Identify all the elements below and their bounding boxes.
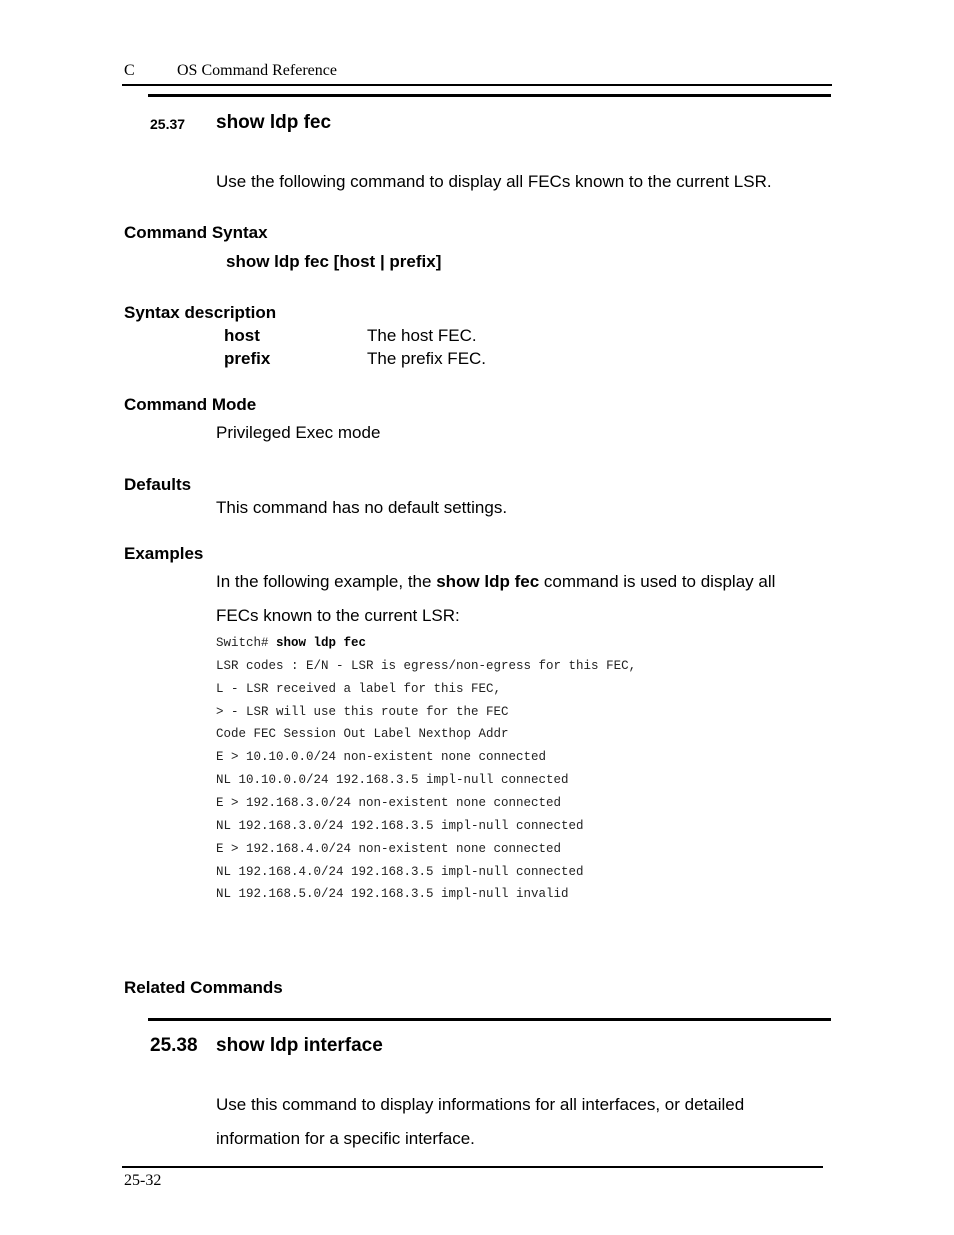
footer-rule (122, 1166, 823, 1168)
example-text-command: show ldp fec (436, 572, 540, 591)
example-text (216, 572, 775, 592)
example-text-post: command is used to display all (539, 572, 776, 591)
param-name: host (224, 326, 260, 345)
param-desc: The prefix FEC. (367, 349, 487, 368)
param-desc: The host FEC. (367, 326, 477, 345)
section-rule-top (148, 94, 831, 97)
code-line: E > 10.10.0.0/24 non-existent none connected (216, 750, 547, 764)
command-syntax-heading: Command Syntax (124, 223, 268, 242)
header-chapter-letter: C (124, 62, 135, 79)
code-prompt-line (216, 636, 366, 650)
section-intro: Use the following command to display all FECs known to the current LSR. (216, 172, 772, 191)
defaults-text: This command has no default settings. (216, 498, 508, 517)
related-commands-heading: Related Commands (124, 978, 283, 997)
code-line: NL 192.168.3.0/24 192.168.3.5 impl-null connected (216, 819, 584, 833)
code-line: E > 192.168.3.0/24 non-existent none connected (216, 796, 562, 810)
param-name: prefix (224, 349, 271, 368)
defaults-heading: Defaults (124, 475, 192, 494)
section-number: 25.38 (150, 1035, 198, 1056)
code-line: LSR codes : E/N - LSR is egress/non-egress for this FEC, (216, 659, 637, 673)
section-intro: Use this command to display informations for all interfaces, or detailed (216, 1095, 745, 1114)
code-command: show ldp fec (276, 636, 367, 650)
command-mode: Privileged Exec mode (216, 423, 381, 442)
code-line: > - LSR will use this route for the FEC (216, 705, 509, 719)
code-line: Code FEC Session Out Label Nexthop Addr (216, 727, 509, 741)
section-title: show ldp interface (216, 1035, 383, 1056)
code-line: E > 192.168.4.0/24 non-existent none connected (216, 842, 562, 856)
code-prompt: Switch# (216, 636, 277, 650)
syntax-description-heading: Syntax description (124, 303, 277, 322)
example-text-pre: In the following example, the (216, 572, 437, 591)
code-line: L - LSR received a label for this FEC, (216, 682, 502, 696)
examples-heading: Examples (124, 544, 204, 563)
command-mode-heading: Command Mode (124, 395, 257, 414)
page-number: 25-32 (124, 1172, 162, 1189)
example-text-line2: FECs known to the current LSR: (216, 606, 460, 625)
header-title: OS Command Reference (177, 62, 337, 79)
header-rule (122, 84, 832, 86)
code-line: NL 192.168.4.0/24 192.168.3.5 impl-null connected (216, 865, 584, 879)
section-title: show ldp fec (216, 112, 332, 133)
section-number: 25.37 (150, 116, 186, 132)
command-syntax: show ldp fec [host | prefix] (226, 252, 442, 271)
code-line: NL 10.10.0.0/24 192.168.3.5 impl-null connected (216, 773, 569, 787)
section-rule-top (148, 1018, 831, 1021)
section-intro-line2: information for a specific interface. (216, 1129, 475, 1148)
code-line: NL 192.168.5.0/24 192.168.3.5 impl-null invalid (216, 887, 569, 901)
